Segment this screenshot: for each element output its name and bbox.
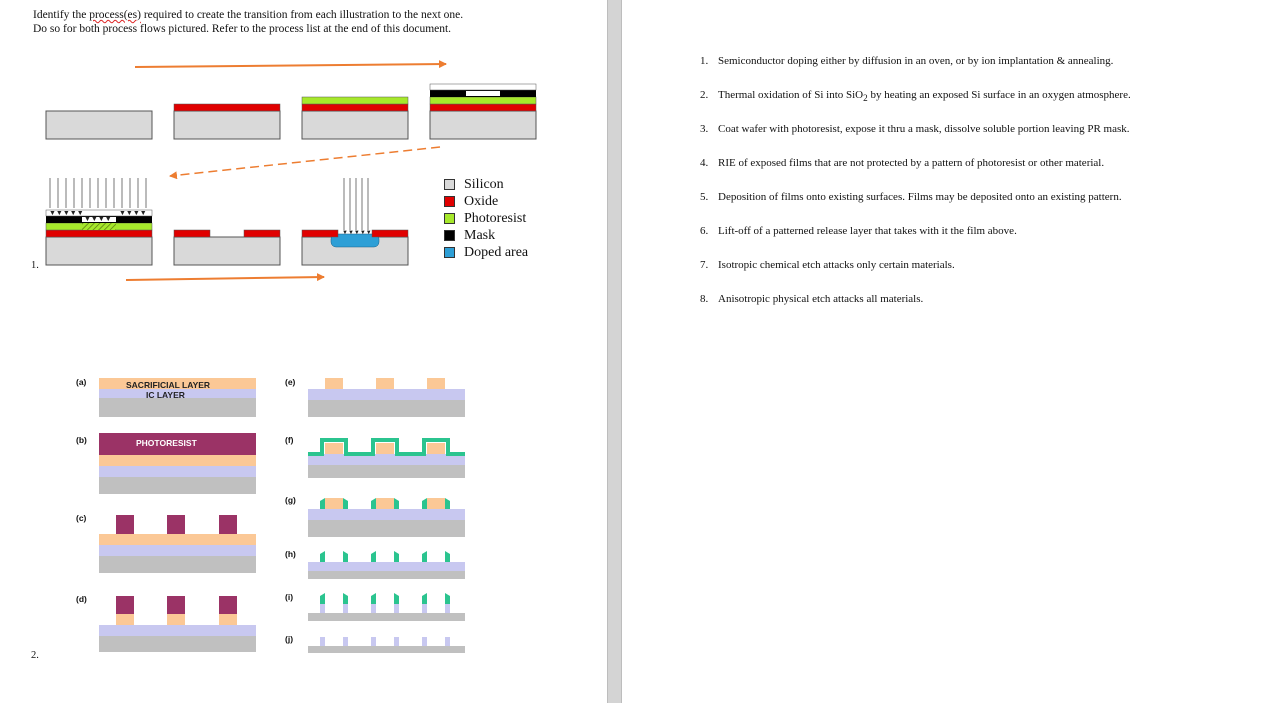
process-text: RIE of exposed films that are not protected by a pattern of photoresist or other material. [718,157,1105,169]
legend-photoresist [444,210,526,227]
svg-text:▼▼▼▼: ▼▼▼▼ [84,216,112,223]
flow-arrow-right-bottom [126,277,324,280]
subscript: 2 [863,93,868,104]
step-2-oxidized-wafer [174,104,280,139]
page-gap [607,0,622,703]
problem-number-2: 2. [31,650,39,661]
svg-text:▼▼▼▼▼: ▼▼▼▼▼ [49,210,84,217]
swatch-mask [444,230,455,241]
step-7-doping [302,178,408,265]
flow-arrow-left-dashed [170,147,440,176]
svg-text:▼▼▼▼: ▼▼▼▼ [119,210,147,217]
step-g-anisotropic-etch [308,498,465,537]
process-text: Anisotropic physical etch attacks all materials. [718,293,924,305]
step-4-mask-on-wafer [430,84,536,139]
process-text: Lift-off of a patterned release layer that takes with it the film above. [718,225,1017,237]
legend-label: Silicon [464,176,504,192]
swatch-oxide [444,196,455,207]
step-6-developed-resist [174,230,280,265]
process-text: Coat wafer with photoresist, expose it thru a mask, dissolve soluble portion leaving PR mask. [718,123,1130,135]
step-d-etched-sacrificial [99,596,256,652]
process-text: Deposition of films onto existing surfaces. Films may be deposited onto an existing pattern. [718,191,1122,203]
process-number: 3. [700,123,709,135]
process-number: 7. [700,259,709,271]
step-e-stripped-resist [308,378,465,417]
legend-oxide [444,193,498,210]
flow-arrow-right-top [135,64,446,67]
instruction-text: Identify the [33,9,90,21]
process-number: 4. [700,157,709,169]
process-item-4 [700,157,1104,169]
process-number: 6. [700,225,709,237]
step-label-b: (b) [76,435,87,445]
spellcheck-word[interactable]: process(es) [89,9,141,21]
photoresist-label: PHOTORESIST [136,438,197,448]
process-item-6 [700,225,1017,237]
step-f-film-deposition [308,440,465,478]
process-item-7 [700,259,955,271]
legend-label: Photoresist [464,210,527,226]
step-label-d: (d) [76,594,87,604]
sacrificial-layer-label: SACRIFICIAL LAYER [126,380,211,390]
ic-layer-label: IC LAYER [146,390,185,400]
step-label-i: (i) [285,592,294,602]
step-label-a: (a) [76,377,87,387]
legend-label: Oxide [464,193,499,209]
legend-silicon [444,176,504,193]
step-label-j: (j) [285,634,294,644]
instruction-text: required to create the transition from each illustration to the next one. [140,9,464,21]
step-1-silicon-wafer [46,111,152,139]
step-i-ic-etched [308,593,465,621]
step-j-final [308,637,465,653]
step-label-c: (c) [76,513,87,523]
step-c-patterned-resist [99,515,256,573]
process-text: by heating an exposed Si surface in an oxygen atmosphere. [867,89,1131,101]
step-label-e: (e) [285,377,296,387]
step-3-photoresist-coated [302,97,408,139]
process-flow-2-diagram [0,360,607,670]
legend-doped-area [444,244,528,261]
problem-number-1: 1. [31,260,39,271]
process-item-5 [700,191,1122,203]
process-number: 2. [700,89,709,101]
process-number: 5. [700,191,709,203]
step-5-exposure [46,178,152,265]
step-label-g: (g) [285,495,296,505]
step-a-stack [99,378,256,417]
step-h-sacrificial-removed [308,551,465,579]
process-item-8 [700,293,923,305]
legend-label: Mask [464,227,496,243]
process-text: Thermal oxidation of Si into SiO [718,89,864,101]
process-text: Isotropic chemical etch attacks only certain materials. [718,259,955,271]
process-number: 1. [700,55,709,67]
swatch-photoresist [444,213,455,224]
step-b-photoresist [99,433,256,494]
process-item-2 [700,89,1131,103]
legend-label: Doped area [464,244,529,260]
process-number: 8. [700,293,709,305]
step-label-f: (f) [285,435,294,445]
document-page-right [622,0,1279,703]
process-text: Semiconductor doping either by diffusion in an oven, or by ion implantation & annealing. [718,55,1114,67]
svg-text:▼▼▼▼▼: ▼▼▼▼▼ [342,230,372,236]
instruction-line-2: Do so for both process flows pictured. Refer to the process list at the end of this document. [33,23,452,35]
step-label-h: (h) [285,549,296,559]
process-item-3 [700,123,1130,135]
process-item-1 [700,55,1113,67]
swatch-doped [444,247,455,258]
swatch-silicon [444,179,455,190]
legend-mask [444,227,495,244]
